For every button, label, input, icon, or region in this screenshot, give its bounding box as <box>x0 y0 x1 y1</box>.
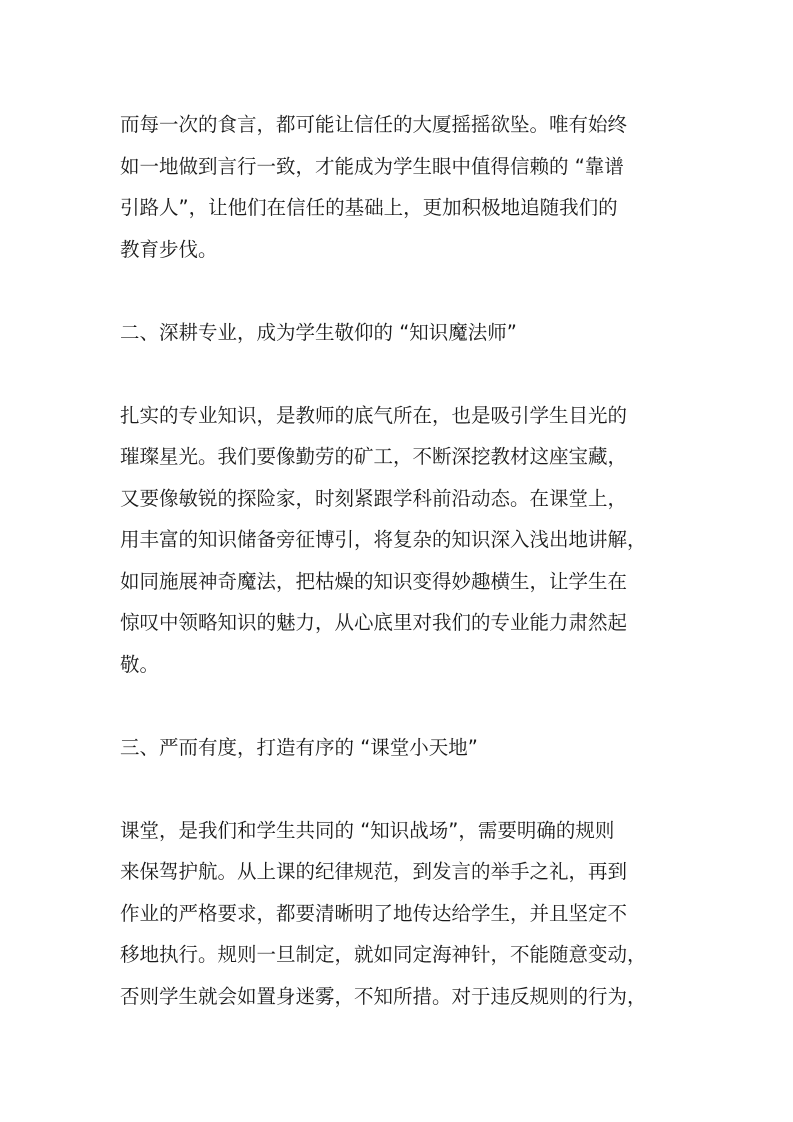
heading-line: 二、深耕专业，成为学生敬仰的 “知识魔法师” <box>120 320 517 344</box>
text-line: 又要像敏锐的探险家，时刻紧跟学科前沿动态。在课堂上， <box>120 486 628 510</box>
heading-line: 三、严而有度，打造有序的 “课堂小天地” <box>120 735 478 759</box>
text-line: 扎实的专业知识，是教师的底气所在，也是吸引学生目光的 <box>120 403 628 427</box>
paragraph-spacer <box>120 270 682 312</box>
text-line: 课堂，是我们和学生共同的 “知识战场”，需要明确的规则 <box>120 818 615 842</box>
paragraph-spacer <box>120 768 682 810</box>
text-line: 璀璨星光。我们要像勤劳的矿工，不断深挖教材这座宝藏， <box>120 445 628 468</box>
text-line: 如同施展神奇魔法，把枯燥的知识变得妙趣横生，让学生在 <box>120 569 628 593</box>
text-line: 如一地做到言行一致，才能成为学生眼中值得信赖的 “靠谱 <box>120 154 624 178</box>
paragraph-trust <box>120 104 682 270</box>
text-line: 否则学生就会如置身迷雾，不知所措。对于违反规则的行为， <box>120 984 647 1008</box>
paragraph-spacer <box>120 353 682 395</box>
paragraph-classroom-rules <box>120 810 682 1018</box>
paragraph-expertise <box>120 395 682 686</box>
text-line: 用丰富的知识储备旁征博引，将复杂的知识深入浅出地讲解， <box>120 528 647 551</box>
text-line: 惊叹中领略知识的魅力，从心底里对我们的专业能力肃然起 <box>120 611 628 634</box>
section-heading-2 <box>120 312 682 354</box>
document-body <box>120 104 682 1017</box>
text-line: 而每一次的食言，都可能让信任的大厦摇摇欲坠。唯有始终 <box>120 113 628 136</box>
text-line: 移地执行。规则一旦制定，就如同定海神针，不能随意变动， <box>120 943 647 966</box>
text-line: 敬。 <box>120 652 160 676</box>
section-heading-3 <box>120 727 682 769</box>
text-line: 引路人”，让他们在信任的基础上，更加积极地追随我们的 <box>120 196 618 219</box>
paragraph-spacer <box>120 685 682 727</box>
text-line: 教育步伐。 <box>120 237 218 261</box>
text-line: 作业的严格要求，都要清晰明了地传达给学生，并且坚定不 <box>120 901 628 925</box>
text-line: 来保驾护航。从上课的纪律规范，到发言的举手之礼，再到 <box>120 860 628 883</box>
